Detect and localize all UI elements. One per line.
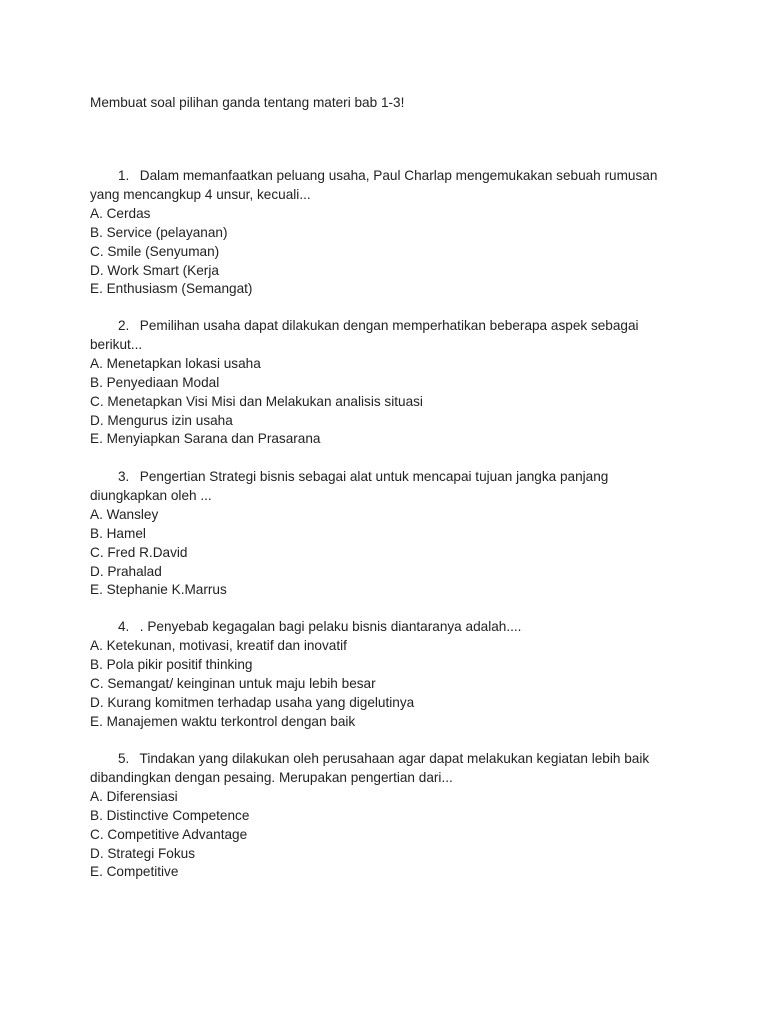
question-line [90, 468, 690, 487]
question-number: 3. [118, 469, 130, 484]
question-text-continued: dibandingkan dengan pesaing. Merupakan pengertian dari... [90, 769, 453, 785]
question-number: 1. [118, 168, 130, 183]
option-e: E. Enthusiasm (Semangat) [90, 281, 253, 297]
option-e: E. Manajemen waktu terkontrol dengan baik [90, 713, 356, 729]
question-line [90, 618, 690, 637]
option-c: C. Semangat/ keinginan untuk maju lebih besar [90, 675, 376, 691]
question-4 [90, 618, 690, 731]
question-text-continued: berikut... [90, 336, 143, 352]
question-1 [90, 167, 690, 299]
question-text: Pengertian Strategi bisnis sebagai alat untuk mencapai tujuan jangka panjang [139, 469, 609, 484]
question-text: Dalam memanfaatkan peluang usaha, Paul Charlap mengemukakan sebuah rumusan [139, 168, 658, 183]
option-b: B. Distinctive Competence [90, 807, 250, 823]
option-e: E. Stephanie K.Marrus [90, 582, 227, 598]
question-text: . Penyebab kegagalan bagi pelaku bisnis diantaranya adalah.... [139, 619, 522, 634]
option-a: A. Menetapkan lokasi usaha [90, 355, 261, 371]
question-line [90, 750, 690, 769]
option-a: A. Diferensiasi [90, 788, 178, 804]
option-b: B. Hamel [90, 525, 146, 541]
option-c: C. Menetapkan Visi Misi dan Melakukan analisis situasi [90, 393, 423, 409]
option-a: A. Wansley [90, 506, 159, 522]
document-heading: Membuat soal pilihan ganda tentang materi bab 1-3! [90, 95, 405, 110]
option-a: A. Cerdas [90, 205, 151, 221]
question-2 [90, 317, 690, 449]
option-b: B. Service (pelayanan) [90, 224, 228, 240]
option-e: E. Competitive [90, 864, 179, 880]
option-c: C. Smile (Senyuman) [90, 243, 220, 259]
option-d: D. Strategi Fokus [90, 845, 196, 861]
question-number: 2. [118, 318, 130, 333]
option-e: E. Menyiapkan Sarana dan Prasarana [90, 431, 321, 447]
question-5 [90, 750, 690, 882]
option-c: C. Fred R.David [90, 544, 188, 560]
option-a: A. Ketekunan, motivasi, kreatif dan inovatif [90, 637, 347, 653]
question-3 [90, 468, 690, 600]
option-b: B. Pola pikir positif thinking [90, 656, 253, 672]
question-text: Tindakan yang dilakukan oleh perusahaan agar dapat melakukan kegiatan lebih baik [139, 751, 650, 766]
question-number: 4. [118, 619, 130, 634]
question-number: 5. [118, 751, 130, 766]
question-line [90, 317, 690, 336]
option-c: C. Competitive Advantage [90, 826, 248, 842]
question-line [90, 167, 690, 186]
option-d: D. Mengurus izin usaha [90, 412, 233, 428]
option-d: D. Kurang komitmen terhadap usaha yang digelutinya [90, 694, 415, 710]
option-d: D. Prahalad [90, 563, 162, 579]
option-b: B. Penyediaan Modal [90, 374, 220, 390]
question-text-continued: diungkapkan oleh ... [90, 487, 212, 503]
question-text-continued: yang mencangkup 4 unsur, kecuali... [90, 186, 311, 202]
question-text: Pemilihan usaha dapat dilakukan dengan memperhatikan beberapa aspek sebagai [139, 318, 639, 333]
option-d: D. Work Smart (Kerja [90, 262, 219, 278]
